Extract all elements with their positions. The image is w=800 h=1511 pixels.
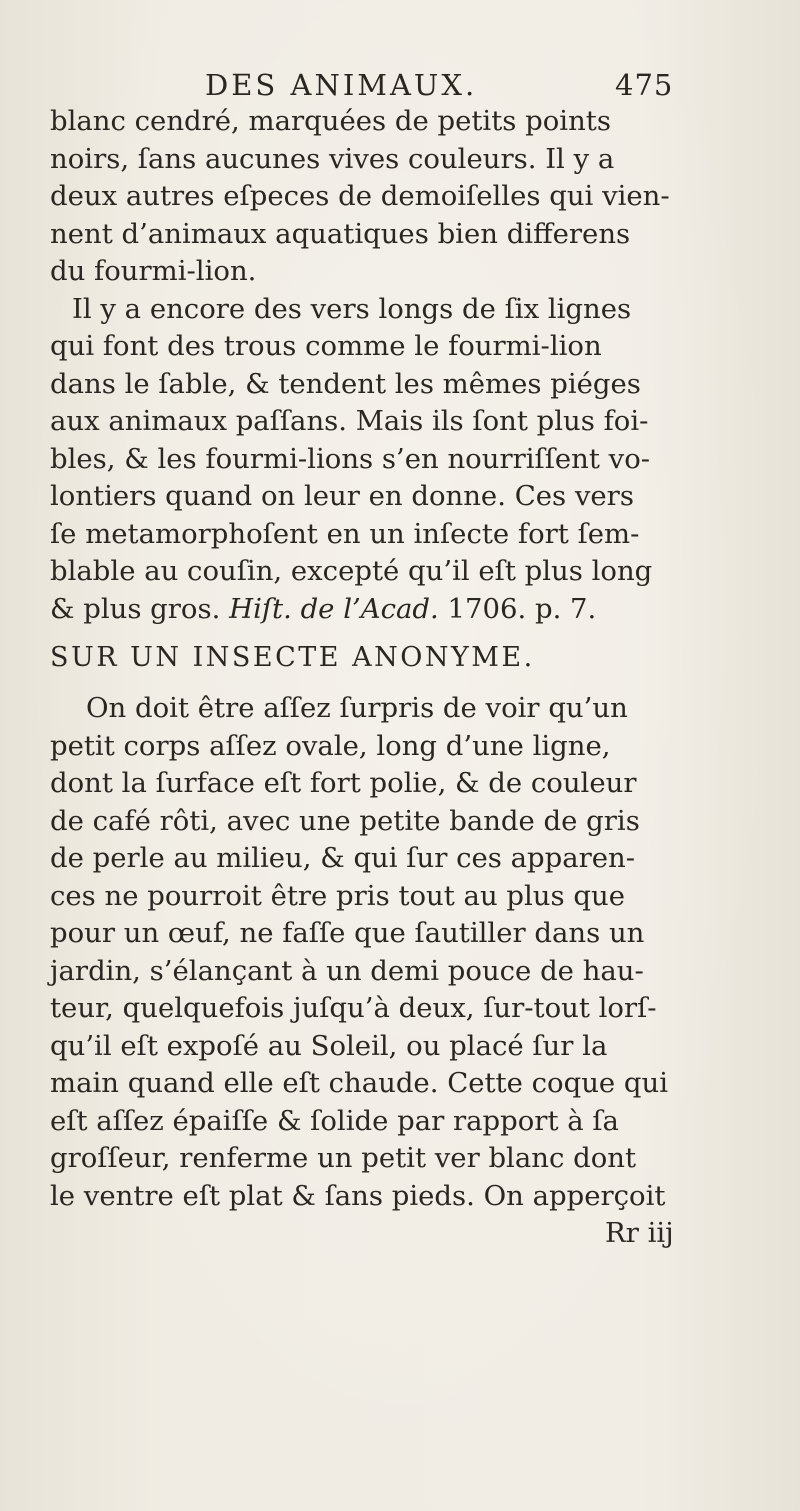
text-fragment: 1706. p. 7.: [438, 592, 597, 625]
text-line: qu’il eſt expoſé au Soleil, ou placé ſur la: [50, 1029, 608, 1062]
text-line: ces ne pourroit être pris tout au plus que: [50, 879, 625, 912]
text-fragment: & plus gros.: [50, 592, 230, 625]
text-line: On doit être aſſez ſurpris de voir qu’un: [86, 692, 628, 724]
text-line: noirs, ſans aucunes vives couleurs. Il y a: [50, 142, 615, 175]
running-header: [205, 68, 775, 104]
text-line: Il y a encore des vers longs de ſix lignes: [72, 292, 632, 325]
text-line: groſſeur, renferme un petit ver blanc dont: [50, 1142, 637, 1174]
text-line: lontiers quand on leur en donne. Ces vers: [50, 480, 634, 512]
text-line: petit corps aſſez ovale, long d’une ligne,: [50, 729, 611, 762]
running-title: DES ANIMAUX.: [205, 68, 478, 102]
text-line: du fourmi-lion.: [50, 255, 257, 287]
body-text: [50, 103, 785, 1253]
text-line: blable au couſin, excepté qu’il eſt plus long: [50, 555, 653, 587]
text-line: main quand elle eſt chaude. Cette coque qui: [50, 1067, 669, 1099]
text-line: jardin, s’élançant à un demi pouce de hau-: [50, 954, 644, 987]
citation: Hiſt. de l’Acad.: [229, 592, 439, 625]
text-line: teur, quelquefois juſqu’à deux, ſur-tout lorſ-: [50, 992, 657, 1024]
signature-mark: Rr iij: [605, 1217, 674, 1249]
text-line: dont la ſurface eſt fort polie, & de couleur: [50, 767, 637, 799]
text-line: nent d’animaux aquatiques bien differens: [50, 217, 631, 250]
text-line: de café rôti, avec une petite bande de gris: [50, 804, 640, 837]
text-line: aux animaux paſſans. Mais ils ſont plus foi-: [50, 405, 649, 437]
text-line: de perle au milieu, & qui ſur ces apparen-: [50, 842, 636, 874]
text-line: qui font des trous comme le fourmi-lion: [50, 330, 602, 362]
text-line: bles, & les fourmi-lions s’en nourriſſent vo-: [50, 442, 651, 475]
page-number: 475: [615, 68, 674, 102]
text-line: le ventre eſt plat & ſans pieds. On apperçoit: [50, 1179, 666, 1212]
text-line: dans le ſable, & tendent les mêmes piéges: [50, 367, 641, 400]
text-line-with-citation: [50, 591, 785, 629]
text-line: eſt aſſez épaiſſe & ſolide par rapport à ſa: [50, 1104, 619, 1137]
text-line: deux autres eſpeces de demoiſelles qui vien-: [50, 180, 670, 212]
text-line: ſe metamorphoſent en un inſecte fort ſem-: [50, 517, 640, 550]
text-line: pour un œuf, ne faſſe que ſautiller dans un: [50, 917, 645, 949]
text-line: blanc cendré, marquées de petits points: [50, 105, 611, 137]
section-heading: SUR UN INSECTE ANONYME.: [50, 642, 535, 673]
